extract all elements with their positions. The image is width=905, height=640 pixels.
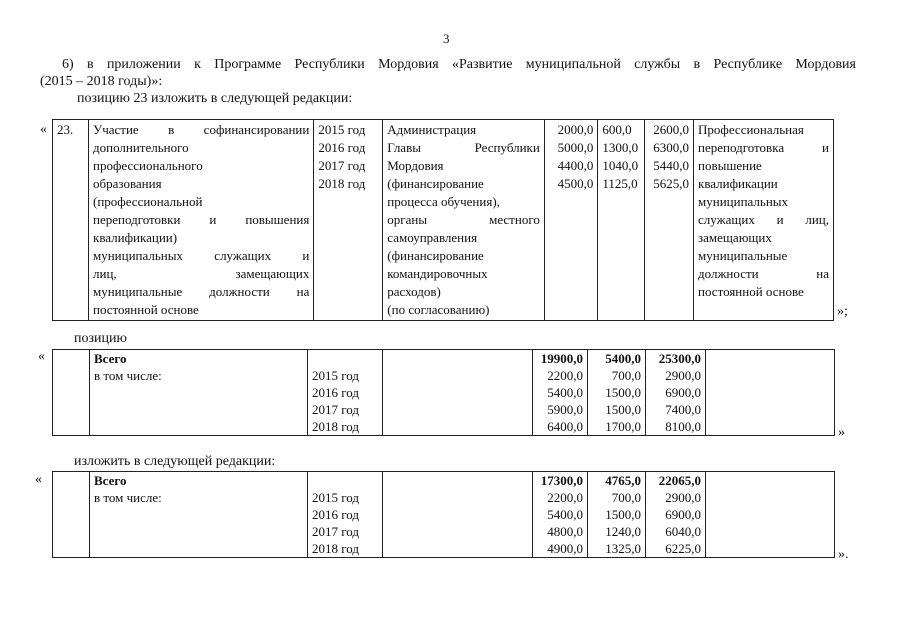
- open-quote-3: «: [35, 472, 42, 487]
- year-label: 2016 год: [308, 506, 383, 523]
- amount-value: 6040,0: [646, 523, 706, 540]
- executor-line: (финансирование: [387, 248, 484, 263]
- amount-value: 1500,0: [588, 401, 646, 418]
- name-line: муниципальные должности на: [93, 284, 310, 299]
- table-row: [53, 489, 835, 506]
- executor-line: процесса обучения),: [387, 194, 500, 209]
- total-a: 17300,0: [533, 472, 588, 490]
- amount-value: 7400,0: [646, 401, 706, 418]
- year-label: 2018 год: [308, 540, 383, 558]
- table-row: [53, 418, 835, 436]
- amount-value: 5000,0: [557, 140, 594, 155]
- executor-line: (финансирование: [387, 176, 484, 191]
- amount-value: 1700,0: [588, 418, 646, 436]
- amount-value: 600,0: [602, 122, 632, 137]
- including-label: в том числе:: [90, 367, 308, 384]
- year-label: 2017 год: [308, 401, 383, 418]
- amount-value: 700,0: [588, 367, 646, 384]
- year-label: 2015 год: [308, 367, 383, 384]
- total-c: 25300,0: [646, 350, 706, 368]
- amount-col-a: [544, 120, 598, 321]
- intro-line-2: (2015 – 2018 годы)»:: [40, 74, 163, 89]
- label-replace: изложить в следующей редакции:: [74, 454, 276, 469]
- result-line: постоянной основе: [698, 284, 804, 299]
- amount-col-b: [598, 120, 644, 321]
- open-quote-1: «: [40, 122, 47, 137]
- page-number: 3: [443, 31, 450, 46]
- close-quote-old: »: [838, 425, 845, 440]
- result-line: служащих и лиц,: [698, 212, 829, 227]
- name-line: муниципальных служащих и: [93, 248, 310, 263]
- amount-value: 5625,0: [653, 176, 690, 191]
- year-label: 2017 год: [308, 523, 383, 540]
- year-label: 2015 год: [308, 489, 383, 506]
- row-number: 23.: [53, 120, 89, 321]
- name-line: лиц, замещающих: [93, 266, 310, 281]
- executor-cell: [383, 120, 545, 321]
- table-row: [53, 506, 835, 523]
- result-line: переподготовка и: [698, 140, 829, 155]
- total-label: Всего: [90, 472, 308, 490]
- name-line: постоянной основе: [93, 302, 199, 317]
- table-row: [53, 472, 835, 490]
- table-row: [53, 523, 835, 540]
- amount-value: 8100,0: [646, 418, 706, 436]
- amount-value: 5400,0: [533, 506, 588, 523]
- close-quote-semicolon: »;: [837, 304, 848, 319]
- executor-line: командировочных: [387, 266, 488, 281]
- year-label: 2017 год: [318, 158, 366, 173]
- amount-value: 4800,0: [533, 523, 588, 540]
- amount-value: 1500,0: [588, 384, 646, 401]
- year-label: 2016 год: [318, 140, 366, 155]
- total-b: 4765,0: [588, 472, 646, 490]
- name-line: переподготовки и повышения: [93, 212, 310, 227]
- amount-value: 6300,0: [653, 140, 690, 155]
- year-label: 2015 год: [318, 122, 366, 137]
- result-line: муниципальные: [698, 248, 788, 263]
- amount-value: 6400,0: [533, 418, 588, 436]
- amount-value: 1040,0: [602, 158, 639, 173]
- amount-value: 2200,0: [533, 367, 588, 384]
- result-line: замещающих: [698, 230, 772, 245]
- name-line: Участие в софинансировании: [93, 122, 310, 137]
- measure-name-cell: [89, 120, 314, 321]
- executor-line: Мордовия: [387, 158, 444, 173]
- year-label: 2018 год: [308, 418, 383, 436]
- amount-value: 5440,0: [653, 158, 690, 173]
- executor-line: Администрация: [387, 122, 477, 137]
- table-row: [53, 367, 835, 384]
- result-line: муниципальных: [698, 194, 789, 209]
- amount-value: 5900,0: [533, 401, 588, 418]
- amount-value: 2000,0: [557, 122, 594, 137]
- year-label: 2016 год: [308, 384, 383, 401]
- table-row: [53, 350, 835, 368]
- name-line: квалификации): [93, 230, 178, 245]
- result-line: повышение: [698, 158, 762, 173]
- result-line: Профессиональная: [698, 122, 804, 137]
- amount-value: 6225,0: [646, 540, 706, 558]
- name-line: дополнительного: [93, 140, 189, 155]
- amount-col-c: [644, 120, 693, 321]
- amount-value: 2200,0: [533, 489, 588, 506]
- totals-old-table: [52, 349, 835, 436]
- table-row: [53, 540, 835, 558]
- name-line: профессионального: [93, 158, 203, 173]
- position-23-row: [53, 120, 834, 321]
- intro-line-3: позицию 23 изложить в следующей редакции:: [77, 91, 353, 106]
- totals-new-table: [52, 471, 835, 558]
- executor-line: Главы Республики: [387, 140, 540, 155]
- amount-value: 6900,0: [646, 384, 706, 401]
- amount-value: 6900,0: [646, 506, 706, 523]
- amount-value: 5400,0: [533, 384, 588, 401]
- year-label: 2018 год: [318, 176, 366, 191]
- amount-value: 1300,0: [602, 140, 639, 155]
- result-cell: [694, 120, 834, 321]
- intro-line-1: 6) в приложении к Программе Республики Мордовия «Развитие муниципальной службы в Республике Мордовия: [62, 57, 856, 72]
- amount-value: 2600,0: [653, 122, 690, 137]
- total-a: 19900,0: [533, 350, 588, 368]
- close-quote-dot: ».: [838, 547, 849, 562]
- amount-value: 4400,0: [557, 158, 594, 173]
- executor-line: (по согласованию): [387, 302, 490, 317]
- amount-value: 1240,0: [588, 523, 646, 540]
- amount-value: 700,0: [588, 489, 646, 506]
- result-line: квалификации: [698, 176, 778, 191]
- total-b: 5400,0: [588, 350, 646, 368]
- executor-line: органы местного: [387, 212, 540, 227]
- name-line: образования: [93, 176, 162, 191]
- position-23-table: [52, 119, 834, 321]
- amount-value: 4500,0: [557, 176, 594, 191]
- years-cell: [314, 120, 383, 321]
- label-position: позицию: [74, 331, 127, 346]
- amount-value: 1125,0: [602, 176, 638, 191]
- total-c: 22065,0: [646, 472, 706, 490]
- table-row: [53, 401, 835, 418]
- executor-line: расходов): [387, 284, 441, 299]
- amount-value: 2900,0: [646, 367, 706, 384]
- amount-value: 2900,0: [646, 489, 706, 506]
- result-line: должности на: [698, 266, 829, 281]
- total-label: Всего: [90, 350, 308, 368]
- executor-line: самоуправления: [387, 230, 478, 245]
- amount-value: 4900,0: [533, 540, 588, 558]
- table-row: [53, 384, 835, 401]
- open-quote-2: «: [38, 349, 45, 364]
- name-line: (профессиональной: [93, 194, 203, 209]
- amount-value: 1500,0: [588, 506, 646, 523]
- including-label: в том числе:: [90, 489, 308, 506]
- amount-value: 1325,0: [588, 540, 646, 558]
